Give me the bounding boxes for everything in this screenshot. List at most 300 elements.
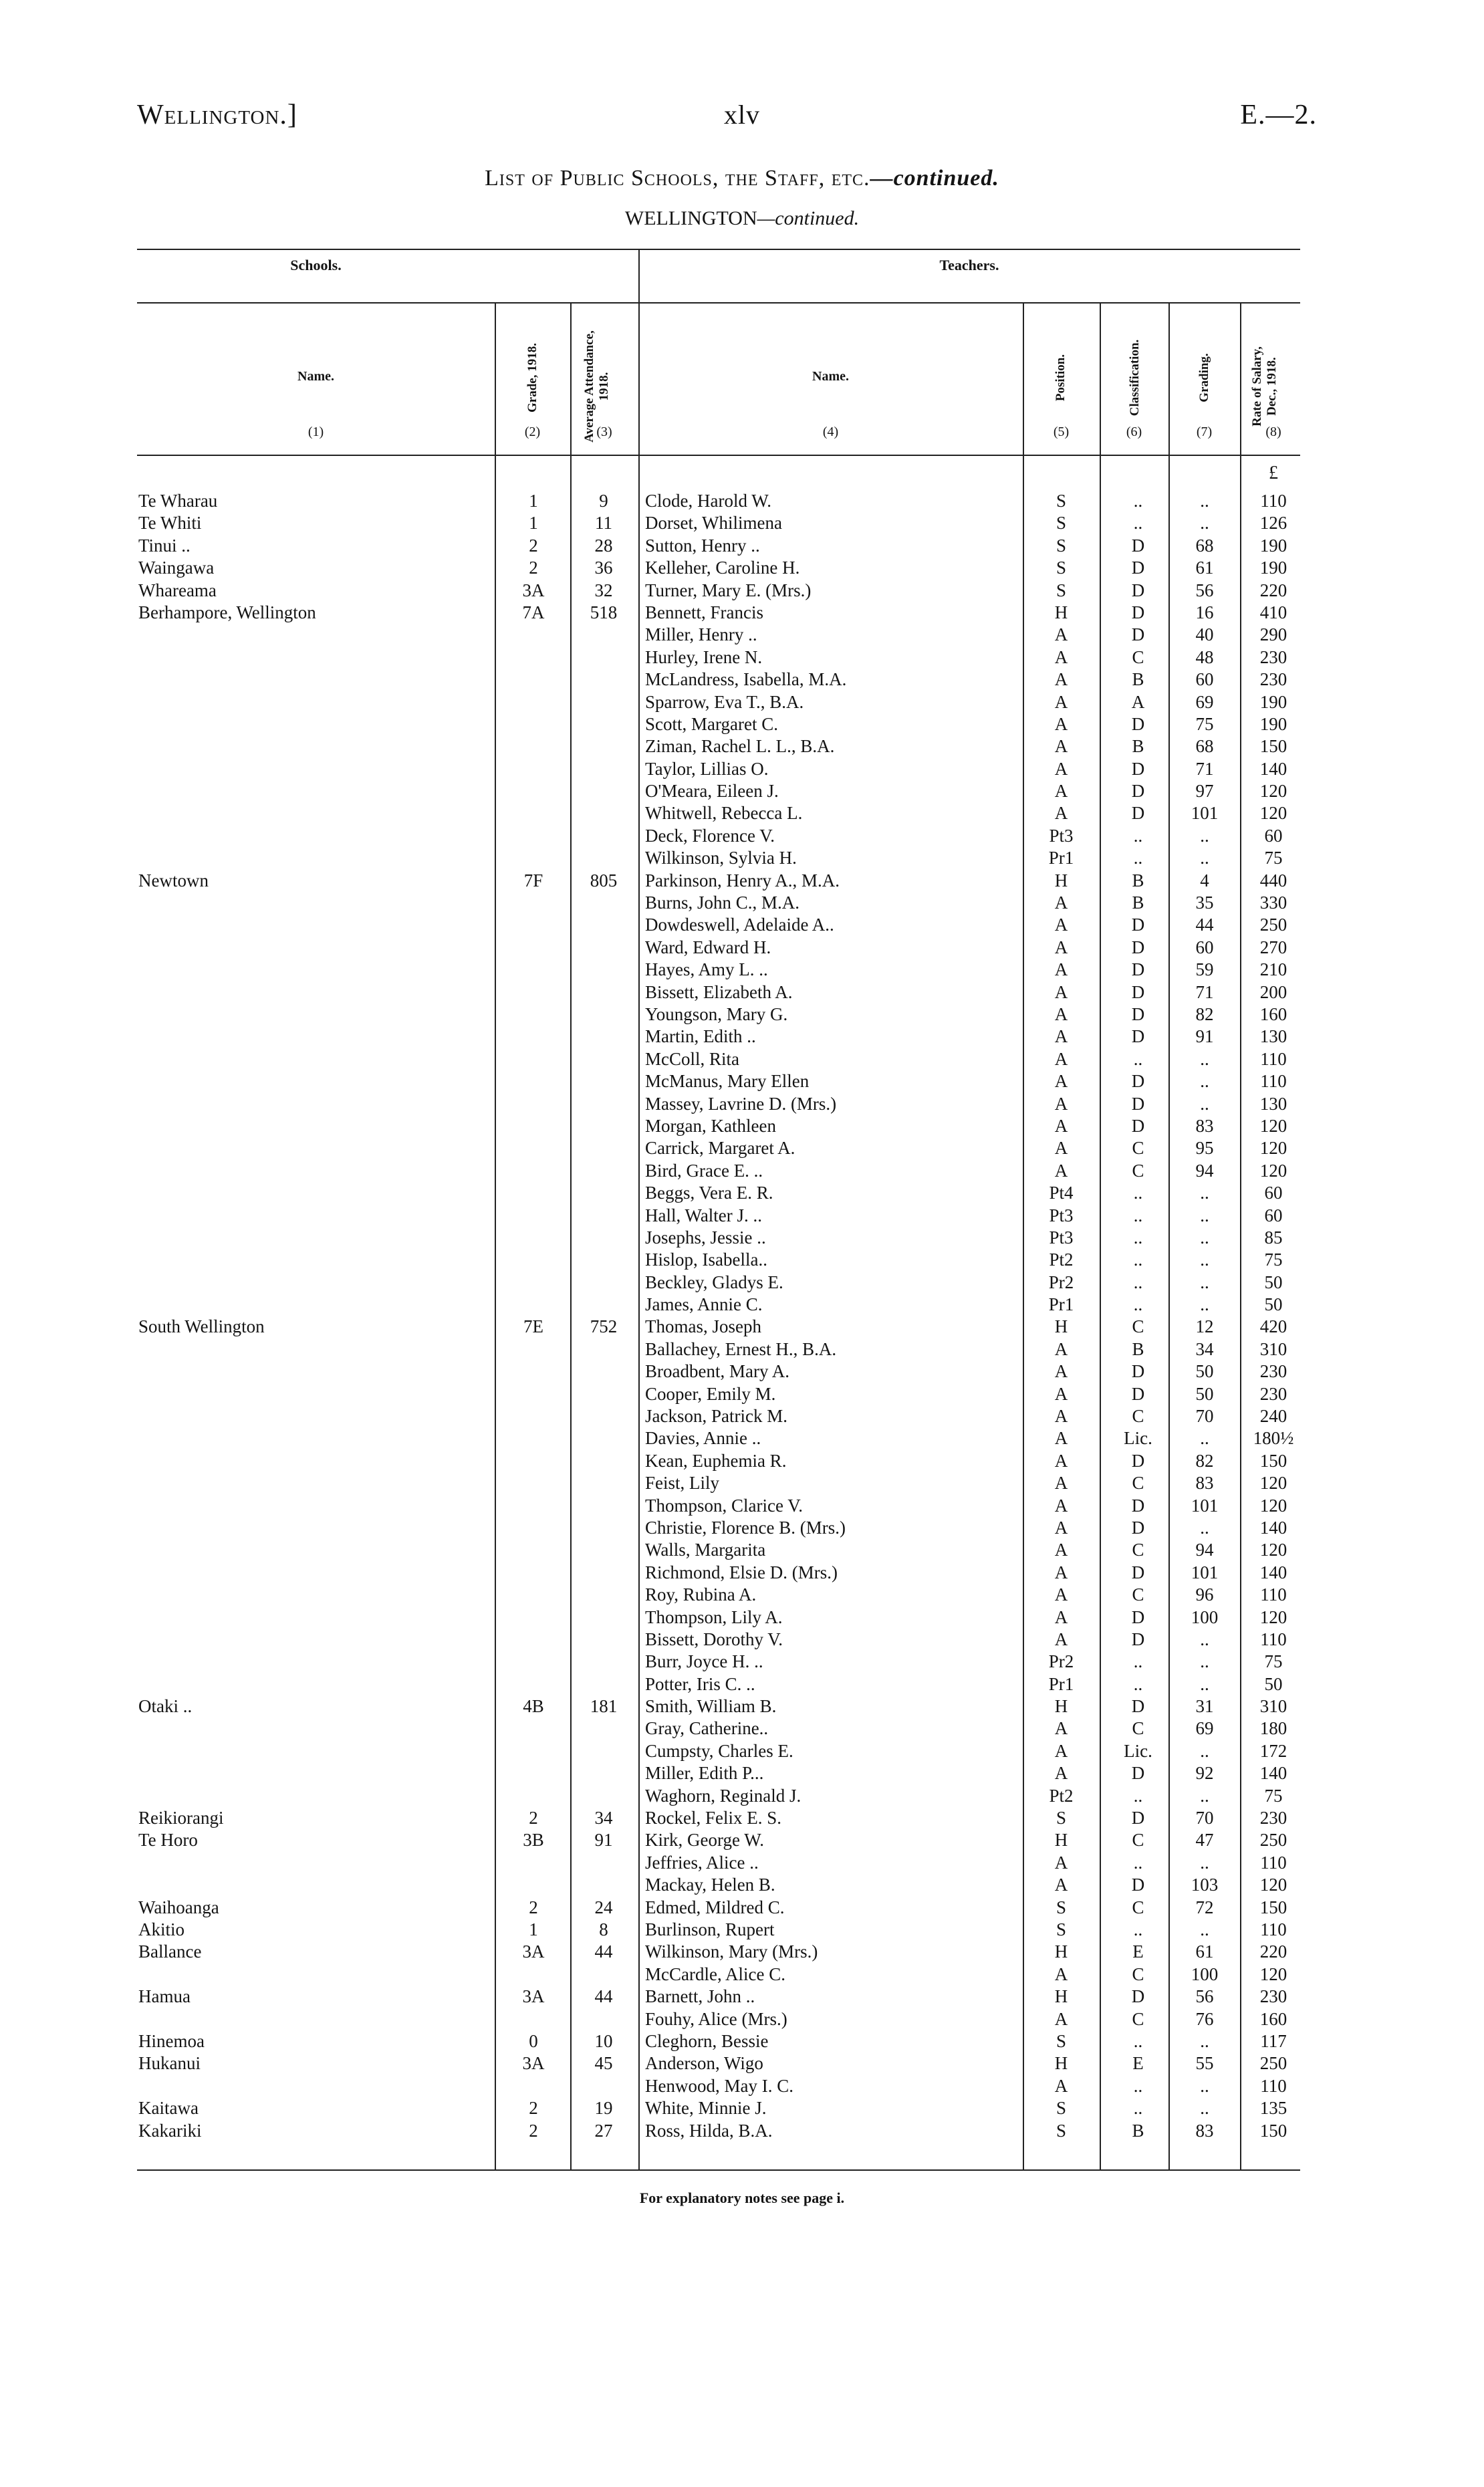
teacher-position: A (1054, 1718, 1068, 1739)
teacher-position: A (1054, 1361, 1068, 1382)
teacher-classification: C (1132, 1160, 1144, 1181)
average-attendance: 11 (595, 513, 612, 534)
teacher-classification: .. (1133, 1272, 1143, 1292)
teacher-name: McCardle, Alice C. (645, 1964, 785, 1984)
teacher-position: A (1054, 1607, 1068, 1627)
school-grade: 3A (522, 1941, 545, 1962)
table-row (0, 1205, 1484, 1227)
teacher-classification: C (1132, 1316, 1144, 1337)
teacher-position: A (1054, 1383, 1068, 1404)
teacher-grading: .. (1200, 1651, 1209, 1672)
teacher-position: S (1056, 535, 1067, 556)
teacher-salary: 140 (1259, 1562, 1287, 1582)
teacher-salary: 110 (1260, 1919, 1287, 1939)
teacher-name: Deck, Florence V. (645, 825, 775, 846)
teacher-grading: .. (1200, 1071, 1209, 1092)
teacher-grading: 83 (1195, 1473, 1214, 1494)
teacher-salary: 250 (1259, 1830, 1287, 1851)
school-grade: 4B (523, 1696, 544, 1717)
table-row (0, 1584, 1484, 1606)
teacher-classification: D (1131, 624, 1145, 645)
table-row (0, 1673, 1484, 1695)
school-name: Otaki .. (138, 1696, 193, 1717)
teacher-name: James, Annie C. (645, 1294, 763, 1315)
table-row (0, 1941, 1484, 1963)
teacher-classification: .. (1133, 2075, 1143, 2096)
teacher-classification: C (1132, 1830, 1144, 1851)
teacher-name: Rockel, Felix E. S. (645, 1808, 781, 1828)
school-grade: 3A (522, 2053, 545, 2074)
teacher-name-header: Name. (812, 369, 849, 384)
table-row (0, 1785, 1484, 1807)
table-row (0, 1897, 1484, 1919)
school-grade: 0 (529, 2030, 538, 2051)
teacher-grading: .. (1200, 1294, 1209, 1315)
teacher-grading: 92 (1195, 1763, 1214, 1784)
teacher-position: A (1054, 1875, 1068, 1895)
teacher-salary: 120 (1259, 1160, 1287, 1181)
teacher-grading: 16 (1195, 602, 1214, 622)
teacher-classification: A (1131, 691, 1145, 712)
teacher-classification: .. (1133, 1250, 1143, 1270)
teacher-name: Cooper, Emily M. (645, 1383, 776, 1404)
teacher-grading: .. (1200, 491, 1209, 511)
teacher-salary: 126 (1259, 513, 1287, 534)
teacher-grading: 40 (1195, 624, 1214, 645)
average-attendance: 8 (599, 1919, 608, 1939)
table-row (0, 1852, 1484, 1874)
teacher-salary: 60 (1264, 825, 1283, 846)
teacher-classification: E (1132, 2053, 1144, 2074)
teacher-classification: D (1131, 1986, 1145, 2007)
teacher-classification: .. (1133, 1183, 1143, 1203)
table-row (0, 512, 1484, 534)
teacher-salary: 410 (1259, 602, 1287, 622)
teacher-grading: .. (1200, 848, 1209, 868)
teacher-position: Pt2 (1049, 1785, 1074, 1806)
teacher-position: A (1054, 1852, 1068, 1873)
teacher-name: Beckley, Gladys E. (645, 1272, 783, 1292)
teacher-name: Dowdeswell, Adelaide A.. (645, 915, 834, 935)
position-header: Position. (1054, 354, 1068, 402)
table-row (0, 1607, 1484, 1629)
teacher-name: McLandress, Isabella, M.A. (645, 669, 847, 690)
teacher-grading: 94 (1195, 1160, 1214, 1181)
teacher-classification: B (1132, 669, 1144, 690)
teacher-grading: .. (1200, 1272, 1209, 1292)
subtitle-region: WELLINGTON (624, 207, 757, 229)
teacher-position: A (1054, 781, 1068, 802)
table-row (0, 959, 1484, 981)
column-number: (1) (307, 425, 324, 439)
table-row (0, 1360, 1484, 1383)
teacher-salary: 110 (1260, 2075, 1287, 2096)
teacher-classification: B (1132, 736, 1144, 757)
school-name: Te Horo (138, 1830, 198, 1851)
teacher-salary: 190 (1259, 558, 1287, 578)
table-bottom-rule (137, 2169, 1300, 2171)
table-row (0, 691, 1484, 713)
teacher-salary: 160 (1259, 2008, 1287, 2029)
teacher-classification: D (1131, 1517, 1145, 1538)
school-grade: 1 (529, 1919, 538, 1939)
teacher-name: Miller, Henry .. (645, 624, 757, 645)
page-subtitle (0, 207, 1484, 230)
teacher-name: Gray, Catherine.. (645, 1718, 769, 1739)
grade-header: Grade, 1918. (525, 343, 539, 412)
classification-header: Classification. (1128, 339, 1142, 417)
table-top-rule (137, 249, 1300, 250)
teacher-grading: 82 (1195, 1450, 1214, 1471)
teacher-salary: 290 (1259, 624, 1287, 645)
teacher-position: A (1054, 1093, 1068, 1114)
table-row (0, 1874, 1484, 1896)
teacher-grading: .. (1200, 2098, 1209, 2119)
teacher-salary: 60 (1264, 1183, 1283, 1203)
table-row (0, 780, 1484, 802)
average-attendance: 44 (594, 1986, 613, 2007)
teacher-name: Kelleher, Caroline H. (645, 558, 800, 578)
teacher-salary: 120 (1259, 1875, 1287, 1895)
school-grade: 2 (529, 558, 538, 578)
school-grade: 3A (522, 580, 545, 600)
teacher-name: Bird, Grace E. .. (645, 1160, 763, 1181)
teacher-classification: B (1132, 870, 1144, 891)
teacher-grading: .. (1200, 513, 1209, 534)
teacher-classification: D (1131, 1562, 1145, 1582)
table-row (0, 646, 1484, 669)
table-row (0, 2008, 1484, 2030)
teacher-salary: 120 (1259, 803, 1287, 824)
table-row (0, 624, 1484, 646)
teacher-grading: .. (1200, 1048, 1209, 1069)
table-row (0, 1539, 1484, 1561)
teacher-grading: 91 (1195, 1026, 1214, 1047)
teacher-position: A (1054, 1048, 1068, 1069)
column-number: (8) (1265, 425, 1281, 439)
school-name: Akitio (138, 1919, 185, 1939)
table-row (0, 1048, 1484, 1070)
school-grade: 2 (529, 2098, 538, 2119)
teacher-salary: 190 (1259, 691, 1287, 712)
teacher-position: Pr2 (1048, 1272, 1074, 1292)
teacher-name: Josephs, Jessie .. (645, 1227, 766, 1248)
teacher-classification: .. (1133, 513, 1143, 534)
school-name: Ballance (138, 1941, 202, 1962)
teacher-grading: 56 (1195, 1986, 1214, 2007)
teacher-salary: 120 (1259, 1540, 1287, 1560)
teacher-position: A (1054, 1495, 1068, 1516)
teacher-name: Burns, John C., M.A. (645, 893, 800, 913)
teacher-position: A (1054, 959, 1068, 980)
teacher-classification: D (1131, 713, 1145, 734)
teacher-name: McManus, Mary Ellen (645, 1071, 810, 1092)
teacher-classification: .. (1133, 848, 1143, 868)
teacher-position: A (1054, 1138, 1068, 1159)
teacher-classification: C (1132, 1718, 1144, 1739)
teacher-classification: .. (1133, 1785, 1143, 1806)
teacher-classification: E (1132, 1941, 1144, 1962)
table-row (0, 535, 1484, 557)
column-number: (5) (1053, 425, 1070, 439)
teacher-salary: 135 (1259, 2098, 1287, 2119)
teacher-classification: D (1131, 1495, 1145, 1516)
teacher-salary: 120 (1259, 1115, 1287, 1136)
teacher-salary: 230 (1259, 1808, 1287, 1828)
teacher-position: Pt2 (1049, 1250, 1074, 1270)
table-row (0, 1964, 1484, 1986)
teacher-salary: 220 (1259, 580, 1287, 600)
teacher-position: A (1054, 691, 1068, 712)
teacher-classification: D (1131, 1003, 1145, 1024)
teacher-salary: 150 (1259, 736, 1287, 757)
school-name: Whareama (138, 580, 217, 600)
table-row (0, 1651, 1484, 1673)
teacher-position: S (1056, 513, 1067, 534)
teacher-grading: 75 (1195, 713, 1214, 734)
table-row (0, 490, 1484, 512)
average-attendance: 805 (590, 870, 618, 891)
teacher-salary: 75 (1264, 1651, 1283, 1672)
teacher-grading: 69 (1195, 1718, 1214, 1739)
teacher-position: Pt3 (1049, 1205, 1074, 1225)
teacher-name: Jackson, Patrick M. (645, 1406, 787, 1427)
teacher-salary: 230 (1259, 646, 1287, 667)
teacher-salary: 200 (1259, 981, 1287, 1002)
teacher-position: A (1054, 1115, 1068, 1136)
table-row (0, 1249, 1484, 1271)
teacher-position: A (1054, 1450, 1068, 1471)
teacher-name: Hurley, Irene N. (645, 646, 763, 667)
teacher-classification: D (1131, 1875, 1145, 1895)
teacher-grading: 97 (1195, 781, 1214, 802)
teacher-classification: D (1131, 1361, 1145, 1382)
teacher-grading: 55 (1195, 2053, 1214, 2074)
teacher-name: Carrick, Margaret A. (645, 1138, 795, 1159)
teacher-grading: .. (1200, 1093, 1209, 1114)
table-row (0, 802, 1484, 824)
teacher-salary: 110 (1260, 1048, 1287, 1069)
teacher-position: A (1054, 915, 1068, 935)
teacher-salary: 150 (1259, 1897, 1287, 1917)
teacher-name: Taylor, Lillias O. (645, 758, 769, 779)
teacher-name: Sparrow, Eva T., B.A. (645, 691, 804, 712)
teacher-name: Potter, Iris C. .. (645, 1673, 755, 1694)
table-row (0, 2052, 1484, 2075)
teacher-grading: 60 (1195, 669, 1214, 690)
teacher-salary: 140 (1259, 758, 1287, 779)
teacher-classification: D (1131, 981, 1145, 1002)
teacher-grading: .. (1200, 1740, 1209, 1761)
teacher-classification: D (1131, 1607, 1145, 1627)
teacher-name: O'Meara, Eileen J. (645, 781, 779, 802)
school-name: Waingawa (138, 558, 215, 578)
teacher-salary: 130 (1259, 1026, 1287, 1047)
teacher-grading: 100 (1191, 1964, 1219, 1984)
teacher-position: A (1054, 2008, 1068, 2029)
school-grade: 3B (523, 1830, 544, 1851)
table-row (0, 1383, 1484, 1405)
teacher-grading: 70 (1195, 1406, 1214, 1427)
teacher-name: Thompson, Lily A. (645, 1607, 783, 1627)
teacher-classification: .. (1133, 1673, 1143, 1694)
teacher-position: A (1054, 1026, 1068, 1047)
teacher-name: Hayes, Amy L. .. (645, 959, 768, 980)
footnote: For explanatory notes see page i. (639, 2189, 845, 2206)
teacher-salary: 172 (1259, 1740, 1287, 1761)
teacher-grading: 31 (1195, 1696, 1214, 1717)
teacher-name: Cumpsty, Charles E. (645, 1740, 793, 1761)
teacher-classification: D (1131, 1093, 1145, 1114)
school-name: Newtown (138, 870, 209, 891)
teacher-classification: .. (1133, 1919, 1143, 1939)
teacher-position: A (1054, 1473, 1068, 1494)
teacher-classification: B (1132, 893, 1144, 913)
table-row (0, 847, 1484, 869)
teacher-name: Martin, Edith .. (645, 1026, 756, 1047)
teacher-position: S (1056, 2120, 1067, 2141)
teacher-classification: C (1132, 2008, 1144, 2029)
column-number: (6) (1126, 425, 1142, 439)
school-name: Te Whiti (138, 513, 202, 534)
teacher-position: S (1056, 580, 1067, 600)
teacher-salary: 310 (1259, 1696, 1287, 1717)
teacher-classification: C (1132, 646, 1144, 667)
teacher-position: S (1056, 2030, 1067, 2051)
teacher-position: S (1056, 1808, 1067, 1828)
teacher-name: Feist, Lily (645, 1473, 720, 1494)
school-name-header: Name. (297, 369, 334, 384)
teacher-name: Ward, Edward H. (645, 937, 771, 957)
teacher-grading: 69 (1195, 691, 1214, 712)
teacher-classification: D (1131, 1071, 1145, 1092)
teacher-name: Sutton, Henry .. (645, 535, 760, 556)
teacher-salary: 240 (1259, 1406, 1287, 1427)
teacher-grading: 50 (1195, 1383, 1214, 1404)
teacher-grading: .. (1200, 1227, 1209, 1248)
subtitle-suffix: —continued. (757, 207, 860, 229)
teacher-name: Kirk, George W. (645, 1830, 764, 1851)
currency-symbol: £ (1269, 463, 1278, 483)
teacher-position: Pt3 (1049, 825, 1074, 846)
teacher-grading: 50 (1195, 1361, 1214, 1382)
teacher-salary: 150 (1259, 1450, 1287, 1471)
school-grade: 2 (529, 1808, 538, 1828)
teacher-name: Wilkinson, Mary (Mrs.) (645, 1941, 818, 1962)
teacher-name: Ross, Hilda, B.A. (645, 2120, 773, 2141)
teacher-classification: D (1131, 1383, 1145, 1404)
table-row (0, 825, 1484, 847)
teacher-salary: 270 (1259, 937, 1287, 957)
school-name: Tinui .. (138, 535, 191, 556)
school-name: Hamua (138, 1986, 191, 2007)
table-row (0, 1472, 1484, 1494)
teacher-classification: C (1132, 1584, 1144, 1605)
teacher-grading: .. (1200, 1673, 1209, 1694)
table-row (0, 1986, 1484, 2008)
teacher-name: Anderson, Wigo (645, 2053, 763, 2074)
teacher-name: Morgan, Kathleen (645, 1115, 776, 1136)
teacher-grading: 59 (1195, 959, 1214, 980)
teacher-position: Pr1 (1048, 1673, 1074, 1694)
table-row (0, 1338, 1484, 1360)
table-row (0, 1629, 1484, 1651)
teacher-grading: 76 (1195, 2008, 1214, 2029)
school-grade: 2 (529, 1897, 538, 1917)
teacher-grading: .. (1200, 1183, 1209, 1203)
table-row (0, 1427, 1484, 1449)
teacher-salary: 120 (1259, 1607, 1287, 1627)
teacher-grading: .. (1200, 1428, 1209, 1449)
teacher-name: Youngson, Mary G. (645, 1003, 788, 1024)
teacher-grading: .. (1200, 825, 1209, 846)
teacher-grading: .. (1200, 1785, 1209, 1806)
teacher-classification: D (1131, 1026, 1145, 1047)
teacher-position: S (1056, 1897, 1067, 1917)
teacher-salary: 75 (1264, 848, 1283, 868)
table-row (0, 1829, 1484, 1851)
school-name: Reikiorangi (138, 1808, 224, 1828)
teacher-position: H (1054, 1941, 1068, 1962)
table-row (0, 1026, 1484, 1048)
school-grade: 7F (523, 870, 543, 891)
average-attendance: 518 (590, 602, 618, 622)
school-grade: 7E (523, 1316, 543, 1337)
teacher-position: A (1054, 981, 1068, 1002)
teacher-salary: 120 (1259, 1495, 1287, 1516)
table-row (0, 892, 1484, 914)
salary-header (1250, 336, 1294, 437)
page-number: xlv (723, 100, 761, 130)
teacher-classification: D (1131, 1450, 1145, 1471)
teacher-name: Massey, Lavrine D. (Mrs.) (645, 1093, 837, 1114)
teacher-salary: 230 (1259, 1383, 1287, 1404)
teacher-name: White, Minnie J. (645, 2098, 767, 2119)
teacher-position: A (1054, 937, 1068, 957)
teacher-name: Hislop, Isabella.. (645, 1250, 767, 1270)
teacher-position: A (1054, 1338, 1068, 1359)
teacher-position: S (1056, 2098, 1067, 2119)
teacher-classification: .. (1133, 1852, 1143, 1873)
teacher-name: Roy, Rubina A. (645, 1584, 757, 1605)
average-attendance: 44 (594, 1941, 613, 1962)
teacher-classification: C (1132, 1540, 1144, 1560)
school-grade: 2 (529, 2120, 538, 2141)
teacher-grading: .. (1200, 1205, 1209, 1225)
teacher-salary: 230 (1259, 1361, 1287, 1382)
teacher-salary: 230 (1259, 669, 1287, 690)
teacher-name: Beggs, Vera E. R. (645, 1183, 773, 1203)
teacher-salary: 85 (1264, 1227, 1283, 1248)
teacher-position: A (1054, 646, 1068, 667)
teacher-position: S (1056, 491, 1067, 511)
table-row (0, 1182, 1484, 1204)
teacher-classification: .. (1133, 1294, 1143, 1315)
table-row (0, 2075, 1484, 2097)
table-row (0, 580, 1484, 602)
school-name: Waihoanga (138, 1897, 219, 1917)
teacher-position: Pr2 (1048, 1651, 1074, 1672)
teacher-salary: 140 (1259, 1763, 1287, 1784)
teacher-grading: 70 (1195, 1808, 1214, 1828)
teacher-name: Mackay, Helen B. (645, 1875, 775, 1895)
average-attendance: 752 (590, 1316, 618, 1337)
teacher-position: A (1054, 2075, 1068, 2096)
teacher-name: Miller, Edith P... (645, 1763, 764, 1784)
teacher-classification: D (1131, 803, 1145, 824)
school-name: Berhampore, Wellington (138, 602, 316, 622)
teacher-name: Waghorn, Reginald J. (645, 1785, 801, 1806)
